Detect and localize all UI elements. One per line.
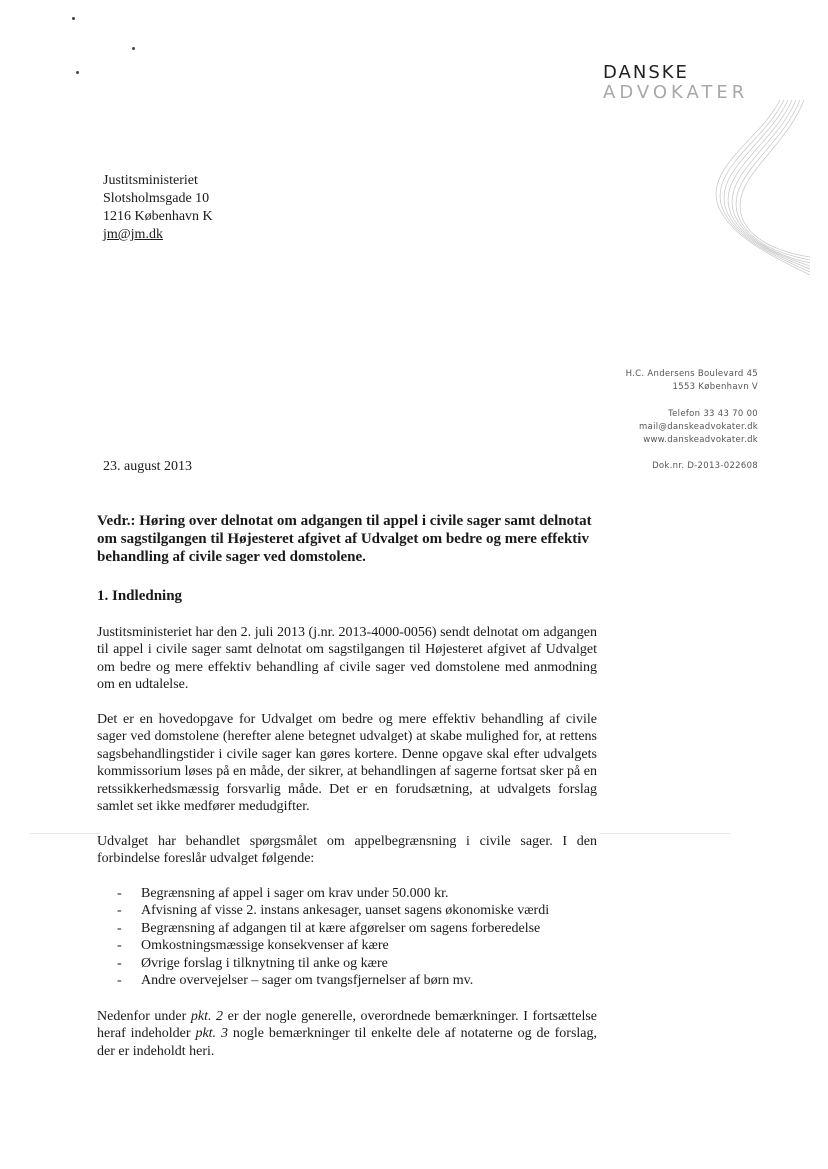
reference-pkt-3: pkt. 3 (195, 1026, 228, 1041)
paragraph-1: Justitsministeriet har den 2. juli 2013 (j.nr. 2013-4000-0056) sendt delnotat om adgangen til appel i civile sager samt delnotat om sagstilgangen til Højesteret afgivet af Udvalget om bedre og mere effektiv behandling af civile sager ved domstolene med anmodning om en udtalelse. (97, 624, 597, 692)
paragraph-3: Udvalget har behandlet spørgsmålet om appelbegrænsning i civile sager. I den forbindelse foreslår udvalget følgende: (97, 833, 597, 866)
recipient-name: Justitsministeriet (103, 173, 198, 188)
logo-wave-graphic (700, 100, 810, 280)
sender-contact-block (626, 368, 758, 447)
list-item: - Andre overvejelser – sager om tvangsfjernelser af børn mv. (117, 972, 597, 990)
list-item: - Omkostningsmæssige konsekvenser af kære (117, 937, 597, 955)
list-item: - Begrænsning af adgangen til at kære afgørelser om sagens forberedelse (117, 920, 597, 938)
sender-street: H.C. Andersens Boulevard 45 (625, 369, 758, 379)
letter-date: 23. august 2013 (103, 459, 193, 474)
paragraph-4-text: er der nogle generelle, overordnede bemærkninger. I fortsættelse heraf indeholder (97, 1008, 597, 1041)
list-item: - Øvrige forslag i tilknytning til anke og kære (117, 955, 597, 973)
document-number: Dok.nr. D-2013-022608 (652, 461, 758, 471)
paragraph-4-text: Nedenfor under (97, 1008, 191, 1024)
proposal-list (97, 885, 597, 990)
section-heading: 1. Indledning (97, 588, 183, 604)
recipient-street: Slotsholmsgade 10 (103, 191, 210, 206)
scan-speck (132, 47, 135, 50)
scan-speck (76, 71, 79, 74)
list-item: - Afvisning af visse 2. instans ankesager, uanset sagens økonomiske værdi (117, 902, 597, 920)
logo-line2: ADVOKATER (603, 82, 749, 103)
paragraph-4 (97, 1008, 597, 1061)
paragraph-2: Det er en hovedopgave for Udvalget om bedre og mere effektiv behandling af civile sager ved domstolene (herefter alene betegnet udvalget) at skabe mulighed for, at rettens sagsbehandlingstider i civile sager kan gøres kortere. Denne opgave skal efter udvalgets kommissorium løses på en måde, der sikrer, at behandlingen af sagerne fortsat sker på en retssikkerhedsmæssig forsvarlig måde. Det er en forudsætning, at udvalgets forslag samlet set ikke medfører medudgifter. (97, 711, 597, 814)
recipient-city: 1216 København K (103, 209, 213, 224)
logo-line1: DANSKE (603, 62, 689, 83)
sender-city: 1553 København V (672, 382, 758, 392)
recipient-email-link[interactable]: jm@jm.dk (103, 227, 163, 242)
subject-line: Vedr.: Høring over delnotat om adgangen til appel i civile sager samt delnotat om sagstilgangen til Højesteret afgivet af Udvalget om bedre og mere effektiv behandling af civile sager ved domstolene. (97, 513, 592, 565)
letter-body (97, 512, 597, 1077)
scan-speck (72, 17, 75, 20)
scan-artifact-line (30, 833, 100, 834)
recipient-address (103, 172, 213, 244)
sender-email: mail@danskeadvokater.dk (639, 422, 758, 432)
sender-web: www.danskeadvokater.dk (643, 435, 758, 445)
list-item: - Begrænsning af appel i sager om krav under 50.000 kr. (117, 885, 597, 903)
scan-artifact-line (600, 833, 730, 834)
reference-pkt-2: pkt. 2 (190, 1008, 224, 1024)
paragraph-4-text: nogle bemærkninger til enkelte dele af notaterne og de forslag, der er indeholdt heri. (97, 1026, 597, 1059)
sender-phone: Telefon 33 43 70 00 (668, 409, 758, 419)
